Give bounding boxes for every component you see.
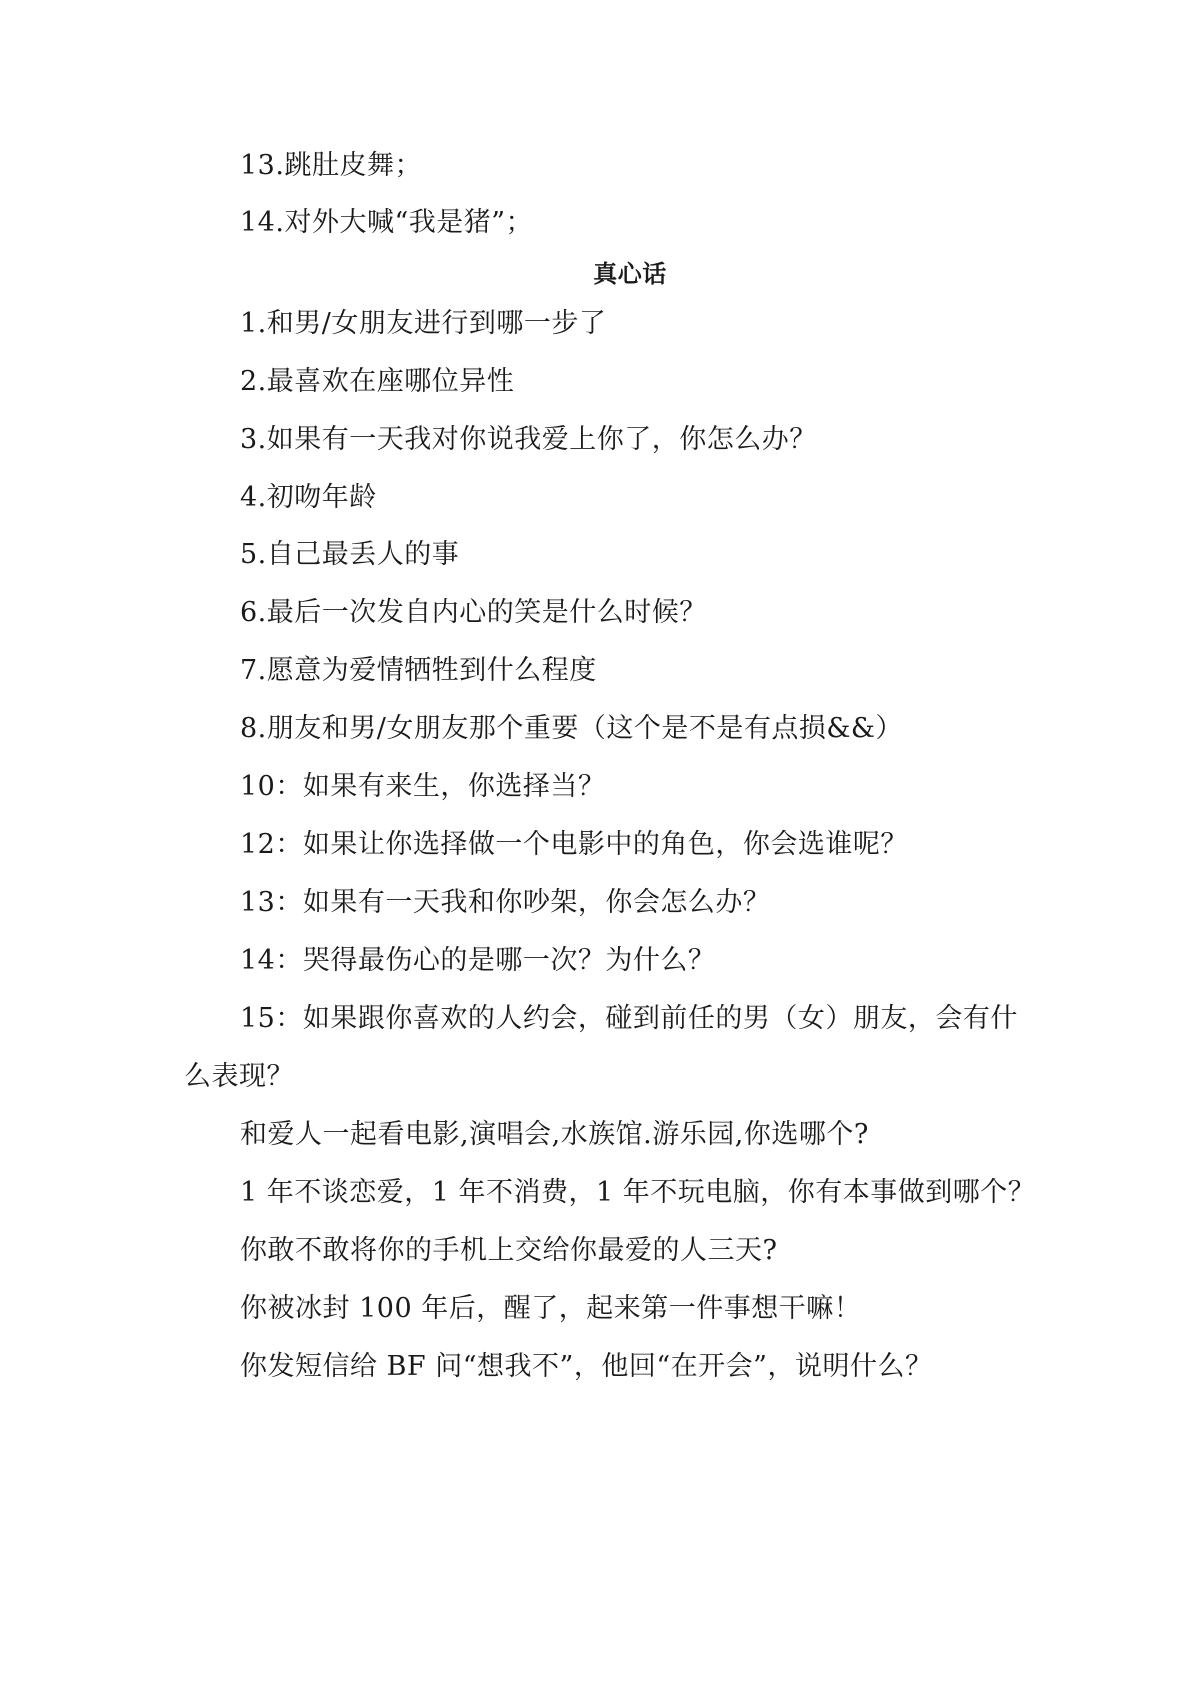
question-item-continuation: 么表现？ — [184, 1061, 294, 1092]
question-item: 7.愿意为爱情牺牲到什么程度 — [240, 655, 597, 686]
question-item: 1.和男/女朋友进行到哪一步了 — [240, 308, 607, 339]
section-heading: 真心话 — [593, 259, 667, 288]
question-item: 你发短信给 BF 问“想我不”，他回“在开会”，说明什么？ — [240, 1351, 933, 1382]
dare-item-13: 13.跳肚皮舞； — [240, 150, 422, 181]
question-item: 10：如果有来生，你选择当？ — [240, 771, 606, 802]
question-item: 和爱人一起看电影,演唱会,水族馆.游乐园,你选哪个? — [240, 1119, 869, 1150]
question-item: 你敢不敢将你的手机上交给你最爱的人三天? — [240, 1235, 778, 1266]
dare-item-14: 14.对外大喊“我是猪”； — [240, 207, 534, 238]
question-item: 14：哭得最伤心的是哪一次？为什么？ — [240, 945, 716, 976]
question-item: 8.朋友和男/女朋友那个重要（这个是不是有点损&&） — [240, 713, 903, 744]
question-item: 1 年不谈恋爱，1 年不消费，1 年不玩电脑，你有本事做到哪个？ — [240, 1177, 1036, 1208]
question-item: 5.自己最丢人的事 — [240, 539, 460, 570]
question-item: 13：如果有一天我和你吵架，你会怎么办？ — [240, 887, 771, 918]
question-item: 3.如果有一天我对你说我爱上你了，你怎么办？ — [240, 424, 817, 455]
question-item: 15：如果跟你喜欢的人约会，碰到前任的男（女）朋友，会有什 — [240, 1003, 1018, 1034]
question-item: 你被冰封 100 年后，醒了，起来第一件事想干嘛！ — [240, 1293, 862, 1324]
question-item: 6.最后一次发自内心的笑是什么时候？ — [240, 597, 707, 628]
question-item: 2.最喜欢在座哪位异性 — [240, 366, 515, 397]
question-item: 4.初吻年龄 — [240, 482, 377, 513]
question-item: 12：如果让你选择做一个电影中的角色，你会选谁呢？ — [240, 829, 908, 860]
